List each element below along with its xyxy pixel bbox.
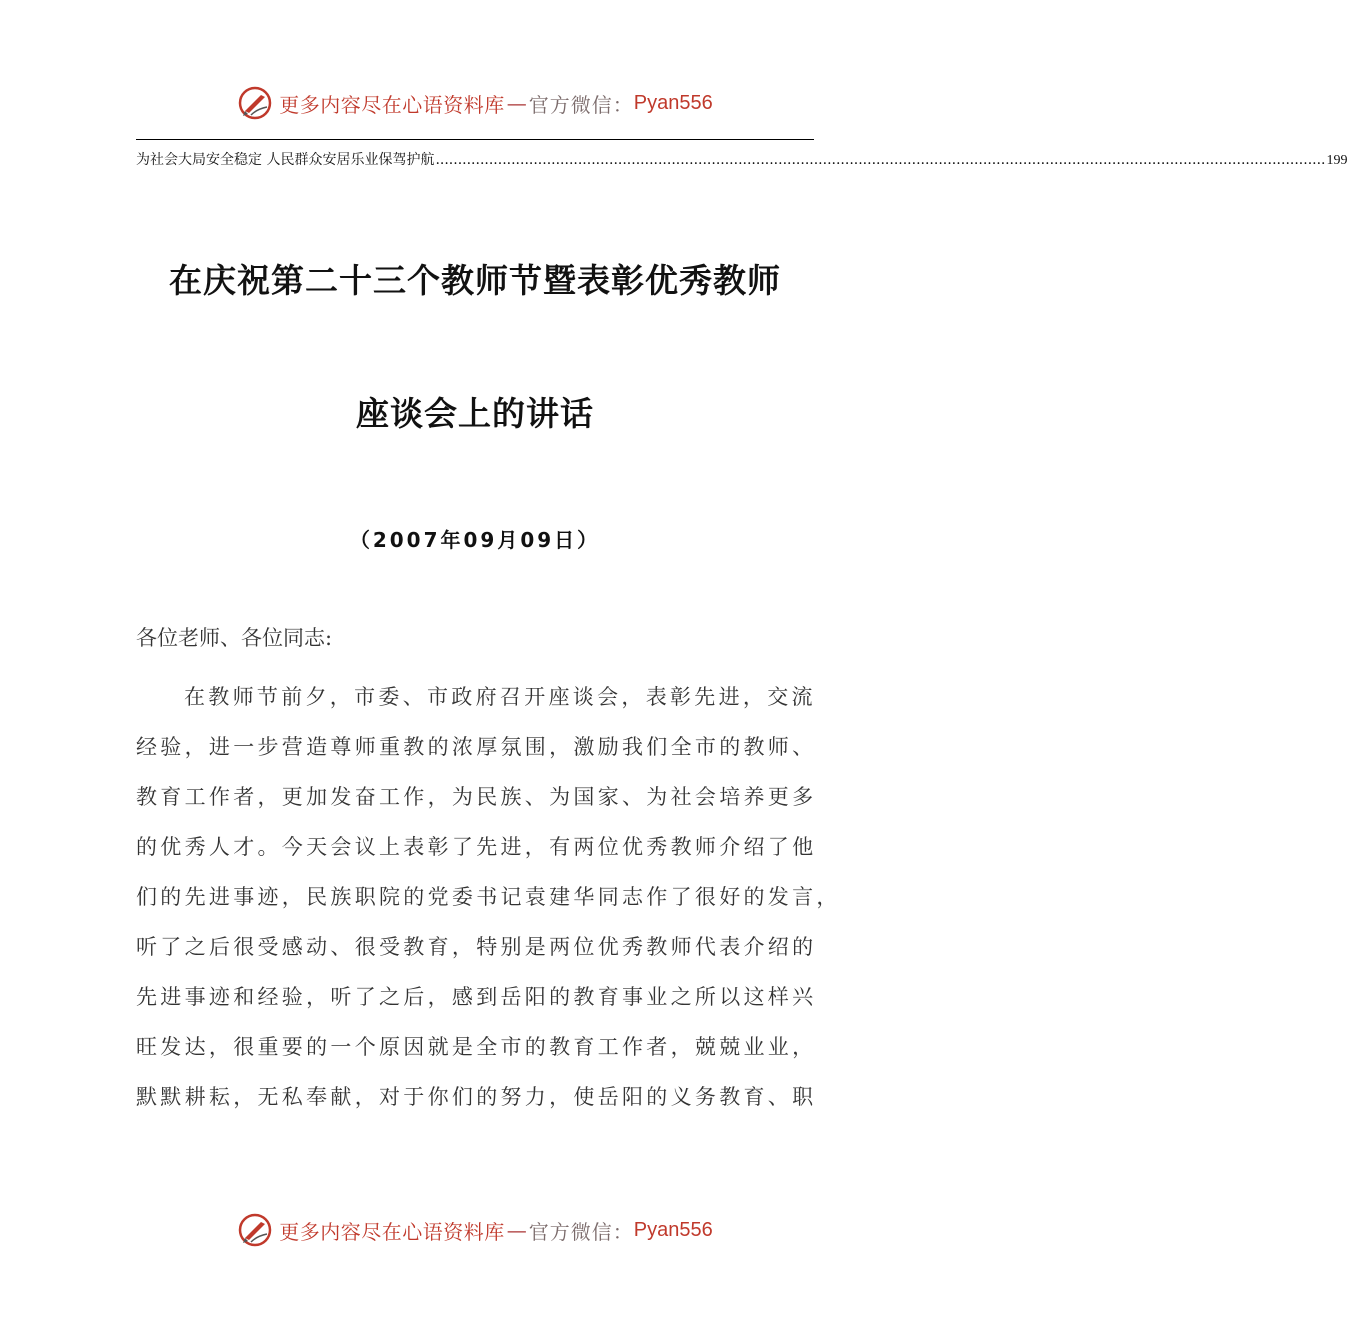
header-rule (136, 139, 814, 140)
banner-official: 官方微信： (528, 92, 634, 117)
toc-leader-dots: ........................................................................................................................................................................................................ (435, 152, 1326, 168)
banner-wechat-id: Pyan556 (633, 91, 713, 114)
banner-dash: — (506, 91, 527, 115)
document-title-line-1: 在庆祝第二十三个教师节暨表彰优秀教师 (169, 261, 781, 300)
pen-logo-icon (237, 1212, 273, 1248)
footer-banner (0, 1205, 950, 1255)
body-line: 们的先进事迹，民族职院的党委书记袁建华同志作了很好的发言， (136, 885, 841, 909)
banner-text: 更多内容尽在心语资料库 (279, 1219, 505, 1244)
toc-entry-title: 为社会大局安全稳定 人民群众安居乐业保驾护航 (136, 152, 435, 168)
banner-dash: — (506, 1218, 527, 1242)
header-banner (0, 78, 950, 128)
banner-wechat-id: Pyan556 (633, 1218, 713, 1241)
pen-logo-icon (237, 85, 273, 121)
toc-page-number: 199 (1326, 153, 1348, 168)
body-line: 听了之后很受感动、很受教育，特别是两位优秀教师代表介绍的 (136, 935, 817, 959)
body-line: 的优秀人才。今天会议上表彰了先进，有两位优秀教师介绍了他 (136, 835, 817, 859)
document-title-line-2: 座谈会上的讲话 (356, 394, 594, 433)
body-line: 旺发达，很重要的一个原因就是全市的教育工作者，兢兢业业， (136, 1035, 817, 1059)
body-line: 经验，进一步营造尊师重教的浓厚氛围，激励我们全市的教师、 (136, 735, 817, 759)
speech-body (136, 672, 841, 1122)
salutation: 各位老师、各位同志: (136, 626, 333, 650)
toc-entry[interactable] (136, 149, 1348, 169)
body-line: 在教师节前夕，市委、市政府召开座谈会，表彰先进，交流 (184, 685, 816, 709)
banner-text: 更多内容尽在心语资料库 (279, 92, 505, 117)
banner-official: 官方微信： (528, 1219, 634, 1244)
body-line: 先进事迹和经验，听了之后，感到岳阳的教育事业之所以这样兴 (136, 985, 817, 1009)
body-line: 默默耕耘，无私奉献，对于你们的努力，使岳阳的义务教育、职 (136, 1085, 817, 1109)
body-line: 教育工作者，更加发奋工作，为民族、为国家、为社会培养更多 (136, 785, 817, 809)
speech-date: （2007年09月09日） (349, 528, 601, 552)
